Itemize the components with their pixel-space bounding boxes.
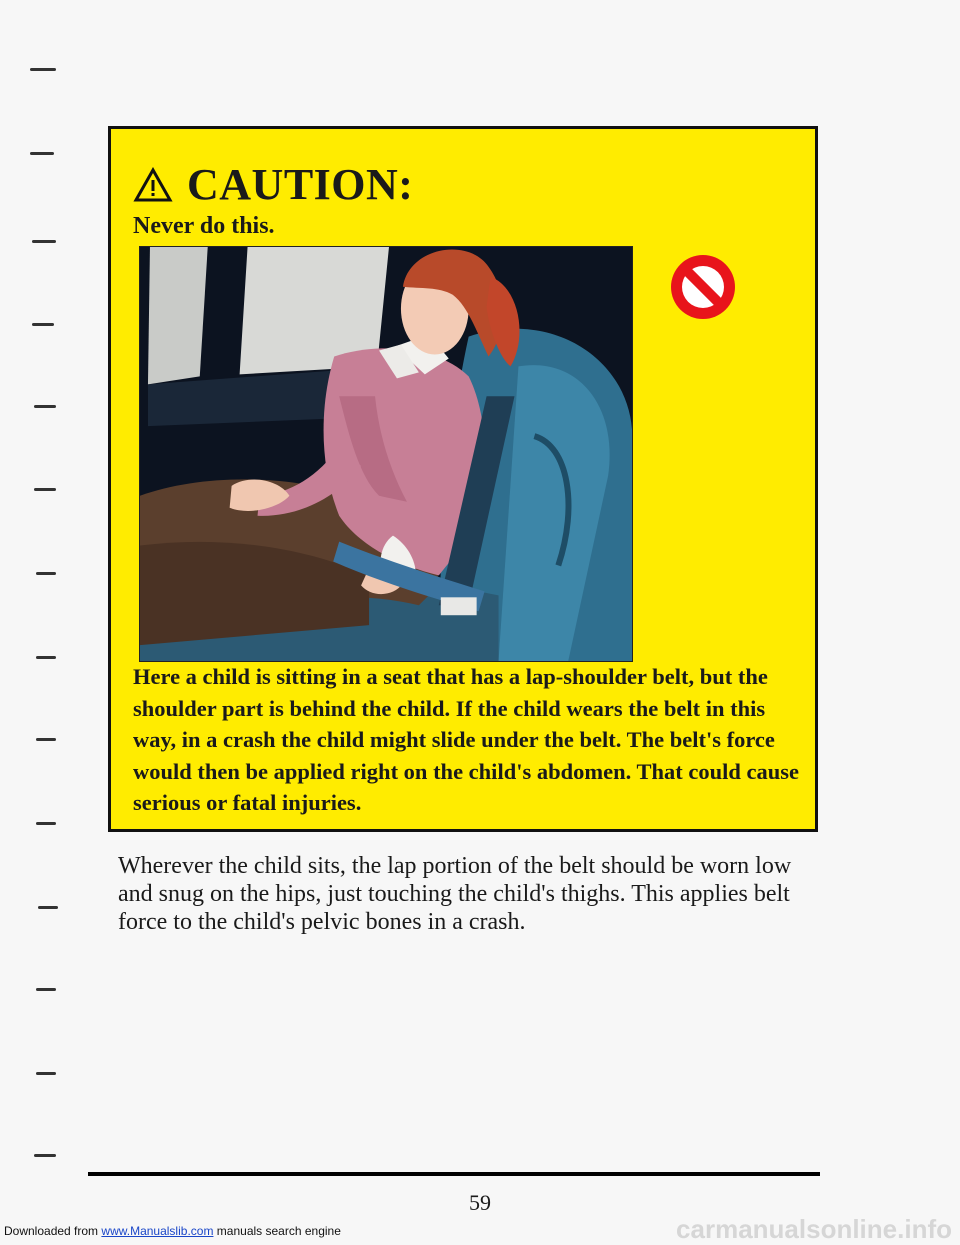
caution-body-text: Here a child is sitting in a seat that has a lap-shoulder belt, but the shoulder part is behind the child. If the child wears the belt in this way, in a crash the child might slide under the belt. The belt's force would then be applied right on the child's abdomen. That could cause serious or fatal injuries. bbox=[133, 664, 799, 815]
caution-heading-text: CAUTION: bbox=[187, 160, 414, 209]
warning-triangle-icon bbox=[133, 167, 173, 203]
manualslib-link[interactable]: www.Manualslib.com bbox=[101, 1224, 214, 1238]
caution-box bbox=[108, 126, 818, 832]
page-edge-marks bbox=[0, 0, 80, 1242]
site-watermark: carmanualsonline.info bbox=[676, 1214, 952, 1244]
caution-subhead: Never do this. bbox=[133, 213, 275, 239]
download-suffix: manuals search engine bbox=[216, 1224, 341, 1238]
prohibition-sign-icon bbox=[667, 251, 739, 323]
download-prefix: Downloaded from bbox=[4, 1224, 99, 1238]
footer-rule bbox=[88, 1172, 820, 1176]
body-paragraph: Wherever the child sits, the lap portion of the belt should be worn low and snug on the hips, just touching the child's thighs. This applies belt force to the child's pelvic bones in a crash. bbox=[118, 853, 792, 935]
child-seatbelt-illustration bbox=[139, 246, 633, 662]
caution-heading bbox=[133, 159, 413, 210]
download-banner bbox=[4, 1224, 341, 1238]
page-number: 59 bbox=[469, 1190, 491, 1215]
